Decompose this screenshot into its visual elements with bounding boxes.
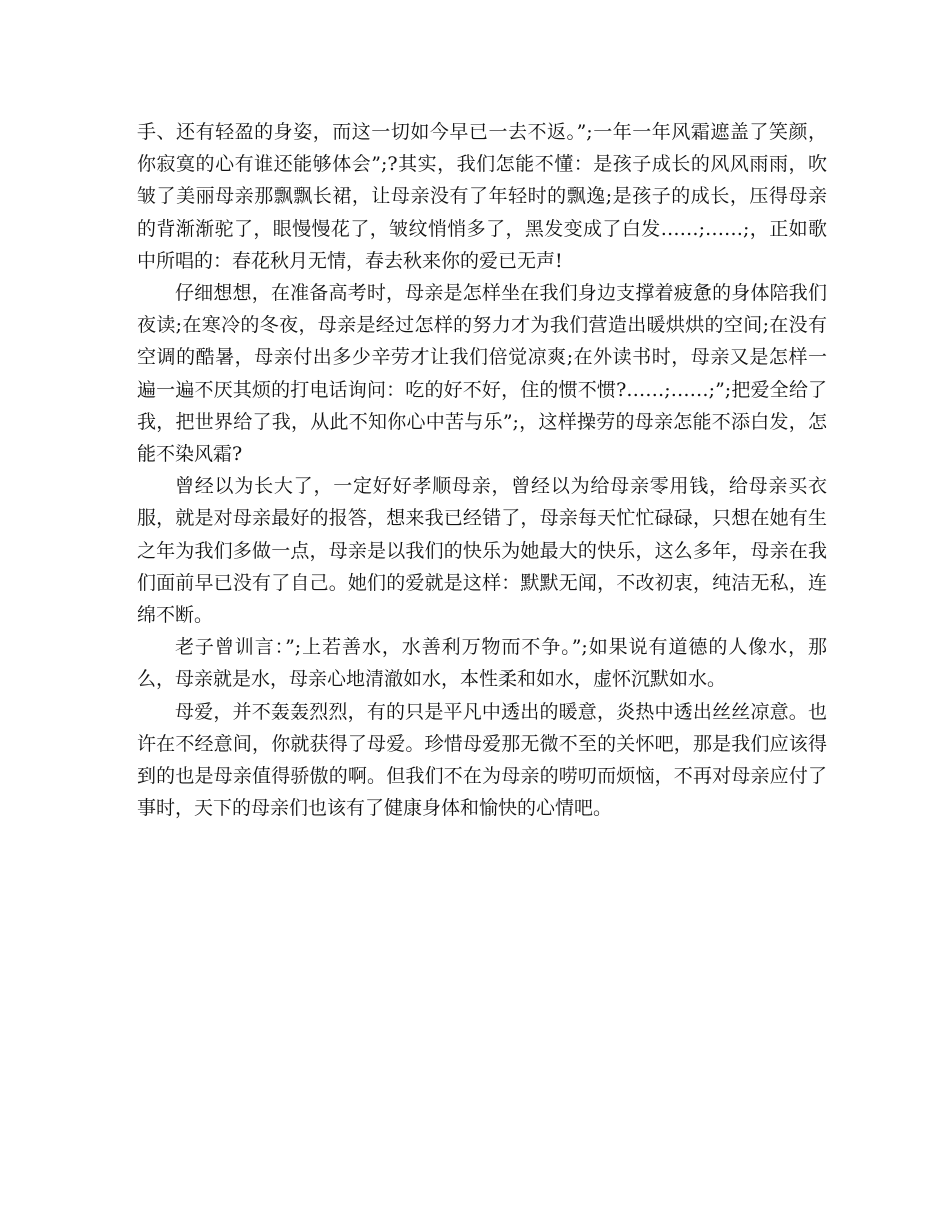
paragraph-3: 曾经以为长大了，一定好好孝顺母亲，曾经以为给母亲零用钱，给母亲买衣服，就是对母亲最好的报答，想来我已经错了，母亲每天忙忙碌碌，只想在她有生之年为我们多做一点，母亲是以我们的快乐为她最大的快乐，这么多年，母亲在我们面前早已没有了自己。她们的爱就是这样：默默无闻，不改初衷，纯洁无私，连绵不断。 [137, 475, 827, 627]
document-body [137, 116, 827, 824]
paragraph-4: 老子曾训言：”;上若善水，水善利万物而不争。”;如果说有道德的人像水，那么，母亲就是水，母亲心地清澈如水，本性柔和如水，虚怀沉默如水。 [137, 636, 827, 691]
paragraph-1: 手、还有轻盈的身姿，而这一切如今早已一去不返。”;一年一年风霜遮盖了笑颜，你寂寞的心有谁还能够体会”;?其实，我们怎能不懂：是孩子成长的风风雨雨，吹皱了美丽母亲那飘飘长裙，让母亲没有了年轻时的飘逸;是孩子的成长，压得母亲的背渐渐驼了，眼慢慢花了，皱纹悄悄多了，黑发变成了白发……;……;，正如歌中所唱的：春花秋月无情，春去秋来你的爱已无声! [137, 121, 827, 272]
paragraph-5: 母爱，并不轰轰烈烈，有的只是平凡中透出的暖意，炎热中透出丝丝凉意。也许在不经意间，你就获得了母爱。珍惜母爱那无微不至的关怀吧，那是我们应该得到的也是母亲值得骄傲的啊。但我们不在为母亲的唠叨而烦恼，不再对母亲应付了事时，天下的母亲们也该有了健康身体和愉快的心情吧。 [137, 700, 827, 820]
paragraph-2: 仔细想想，在准备高考时，母亲是怎样坐在我们身边支撑着疲惫的身体陪我们夜读;在寒冷的冬夜，母亲是经过怎样的努力才为我们营造出暖烘烘的空间;在没有空调的酷暑，母亲付出多少辛劳才让我们倍觉凉爽;在外读书时，母亲又是怎样一遍一遍不厌其烦的打电话询问：吃的好不好，住的惯不惯?……;……;”;把爱全给了我，把世界给了我，从此不知你心中苦与乐”;，这样操劳的母亲怎能不添白发，怎能不染风霜? [137, 282, 827, 466]
